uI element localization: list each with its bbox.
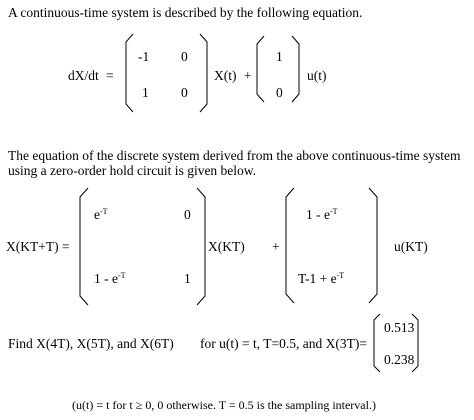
eq1-xt: X(t): [214, 68, 237, 83]
matrix-a-12: 0: [181, 49, 188, 64]
x3t-2: 0.238: [384, 352, 415, 367]
matrix-g-12: 0: [184, 207, 191, 222]
x3t-1: 0.513: [384, 320, 415, 335]
eq2-lhs: X(KT+T) =: [6, 239, 70, 254]
question-find: Find X(4T), X(5T), and X(6T): [8, 336, 174, 351]
matrix-a-11: -1: [138, 49, 150, 64]
eq2-plus: +: [272, 239, 280, 254]
eq1-ut: u(t): [307, 68, 327, 83]
matrix-g-21: $1 - e^{-T}$: [94, 271, 126, 286]
matrix-b-2: 0: [276, 85, 283, 100]
matrix-b-1: 1: [276, 49, 283, 64]
matrix-g-11: $e^{-T}$: [94, 207, 108, 222]
question-condition: for u(t) = t, T=0.5, and X(3T)=: [200, 336, 367, 351]
eq2-ukt: u(KT): [394, 239, 428, 254]
matrix-a-22: 0: [181, 85, 188, 100]
footnote: (u(t) = t for t ≥ 0, 0 otherwise. T = 0.5 is the sampling interval.): [72, 398, 376, 412]
eq1-plus: +: [244, 68, 252, 83]
matrix-a-21: 1: [142, 85, 149, 100]
matrix-g-22: 1: [184, 271, 191, 286]
paragraph-line-2: using a zero-order hold circuit is given below.: [8, 163, 257, 178]
intro-text: A continuous-time system is described by the following equation.: [8, 5, 363, 20]
eq2-xkt: X(KT): [208, 239, 245, 254]
matrix-h-2: $T-1 + e^{-T}$: [298, 271, 345, 286]
eq1-lhs: dX/dt: [68, 68, 99, 83]
eq1-equals: =: [106, 68, 114, 83]
matrix-h-1: $1 - e^{-T}$: [306, 207, 338, 222]
paragraph-line-1: The equation of the discrete system derived from the above continuous-time system: [8, 148, 461, 163]
